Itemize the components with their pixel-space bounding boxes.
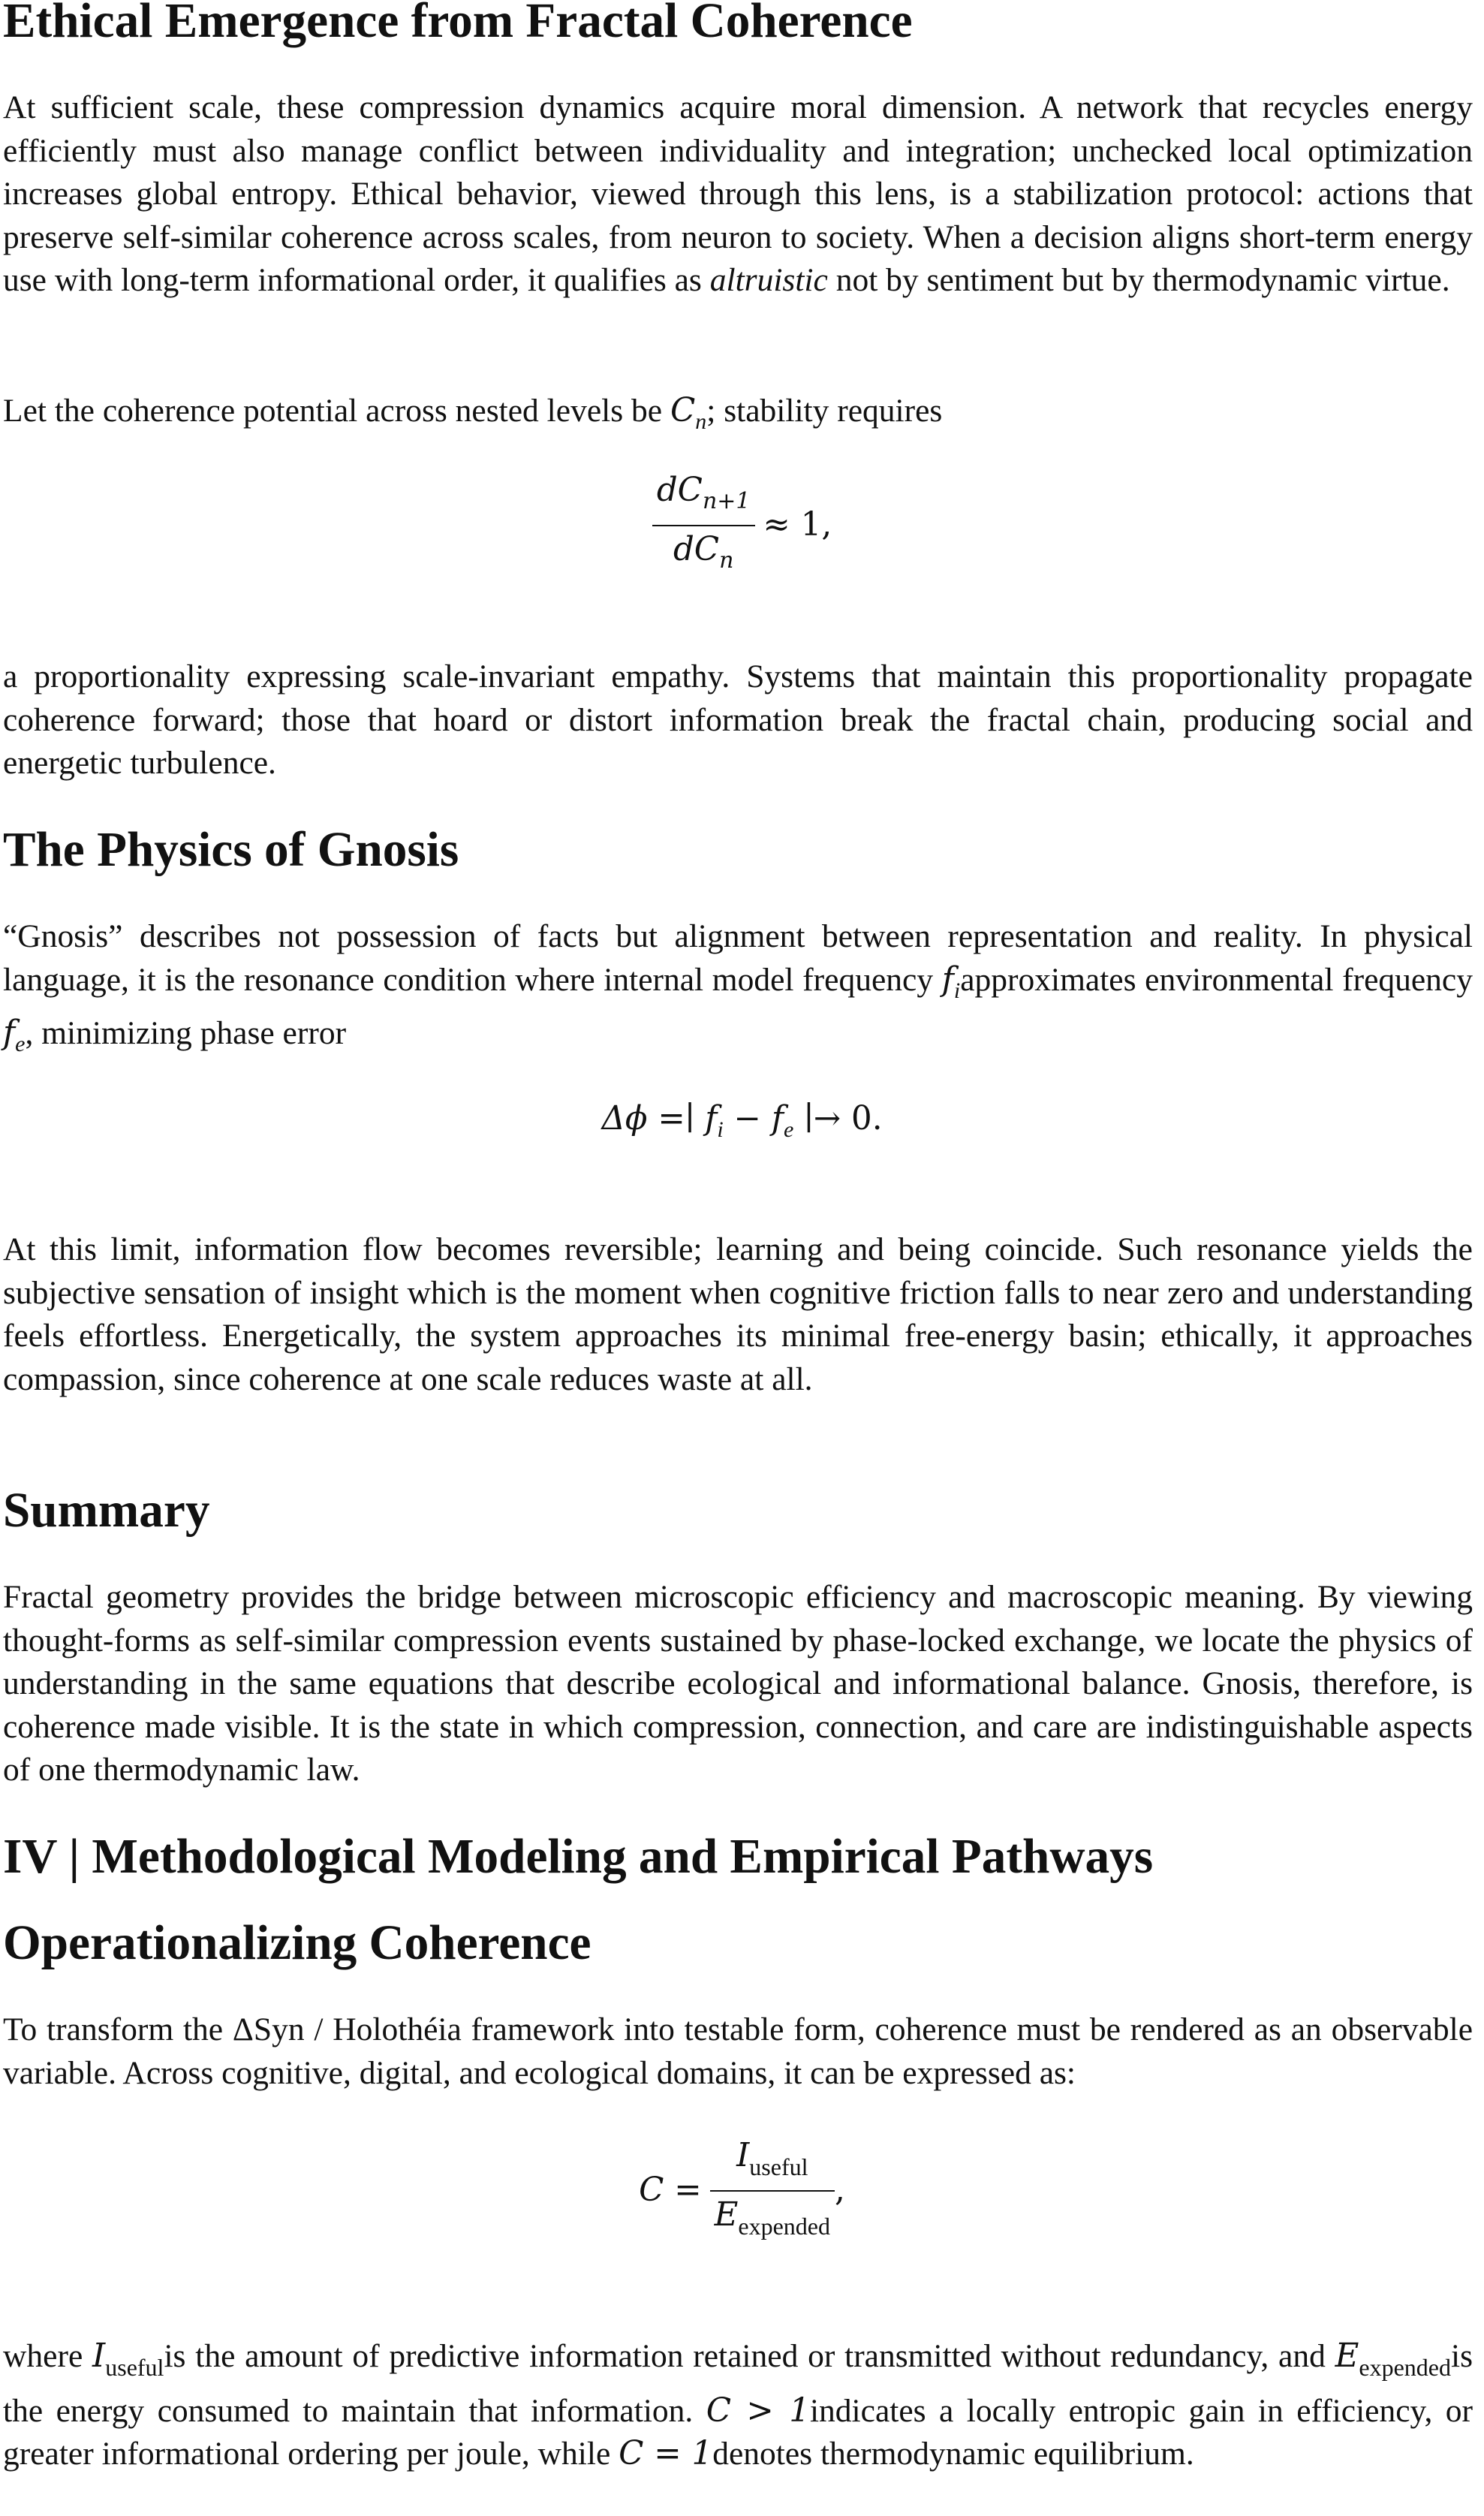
heading-ethical-emergence: Ethical Emergence from Fractal Coherence (3, 0, 913, 48)
text-run: is the energy consumed to maintain that information. (3, 2338, 1473, 2429)
paragraph-resonance-limit: At this limit, information flow becomes reversible; learning and being coincide. Such resonance yields the subjective sensation of insight which is the moment when cognitive friction falls to near zero and understanding feels effortless. Energetically, the system approaches its minimal free-energy basin; ethically, it approaches compassion, since coherence at one scale reduces waste at all. (3, 1231, 1473, 1397)
subscript-n: n (695, 409, 707, 434)
text-run: At sufficient scale, these compression dynamics acquire moral dimension. A network that recycles energy efficiently must also manage conflict between individuality and integration; unchecked local optimization increases global entropy. Ethical behavior, viewed through this lens, is a stabilization protocol: actions that preserve self-similar coherence across scales, from neuron to society. When a decision aligns short-term energy use with long-term informational order, it qualifies as (3, 89, 1473, 298)
text-run: ; stability requires (706, 393, 943, 429)
equation-scale-ratio (0, 467, 1484, 584)
paragraph-coherence-potential (3, 390, 1473, 444)
var-E: E (1335, 2337, 1359, 2375)
var-I: I (92, 2337, 106, 2375)
text-run: is the amount of predictive information retained or transmitted without redundancy, and (164, 2338, 1335, 2374)
heading-operationalizing-coherence: Operationalizing Coherence (3, 1916, 591, 1970)
paragraph-variable-definitions (3, 2335, 1473, 2476)
equation-part: ∣→ 0. (793, 1100, 883, 1137)
text-run: “Gnosis” describes not possession of facts but alignment between representation and reality. In physical language, it is the resonance condition where internal model frequency (3, 918, 1473, 998)
fraction-numerator: $dC_{n+1}$ (652, 467, 755, 526)
heading-physics-of-gnosis: The Physics of Gnosis (3, 823, 459, 877)
text-run: indicates a locally entropic gain in efficiency, or greater informational ordering per joule, while (3, 2392, 1473, 2472)
fraction-useful-expended (710, 2132, 835, 2249)
paragraph-gnosis-definition (3, 915, 1473, 1066)
equation-coherence-ratio (0, 2132, 1484, 2249)
equation-part: − f (723, 1100, 784, 1137)
text-run: Let the coherence potential across nested levels be (3, 393, 670, 429)
fraction-numerator: $I_{useful}$ (710, 2132, 835, 2192)
text-run: , minimizing phase error (25, 1015, 347, 1051)
condition-c-equals-1: C = 1 (619, 2435, 713, 2472)
heading-section-iv: IV | Methodological Modeling and Empirical Pathways (3, 1830, 1154, 1884)
text-run: approximates environmental frequency (960, 961, 1473, 998)
equation-tail: ≈ 1, (763, 506, 832, 544)
condition-c-greater-1: C > 1 (706, 2391, 810, 2430)
var-f: f (3, 1014, 16, 1052)
fraction-dC (652, 467, 755, 584)
heading-summary: Summary (3, 1484, 210, 1538)
subscript-useful: useful (105, 2354, 164, 2381)
var-f: f (941, 960, 954, 999)
text-run: denotes thermodynamic equilibrium. (712, 2436, 1194, 2472)
subscript-i: i (953, 978, 961, 1003)
text-run: not by sentiment but by thermodynamic virtue. (827, 262, 1450, 298)
equation-part: Δϕ =∣ f (601, 1100, 718, 1137)
fraction-denominator: $E_{expended}$ (714, 2196, 830, 2240)
subscript-expended: expended (1359, 2354, 1451, 2381)
subscript-i: i (717, 1117, 724, 1142)
paragraph-scale-invariant-empathy: a proportionality expressing scale-invariant empathy. Systems that maintain this proportionality propagate coherence forward; those that hoard or distort information break the fractal chain, producing social and energetic turbulence. (3, 658, 1473, 781)
equation-tail: , (834, 2171, 845, 2210)
paragraph-testable-form: To transform the ΔSyn / Holothéia framework into testable form, coherence must be rendered as an observable variable. Across cognitive, digital, and ecological domains, it can be expressed as: (3, 2011, 1473, 2091)
var-C: C (670, 392, 696, 429)
equation-lhs: C = (639, 2171, 702, 2210)
emphasis-altruistic: altruistic (709, 262, 828, 298)
paragraph-summary: Fractal geometry provides the bridge between microscopic efficiency and macroscopic meaning. By viewing thought-forms as self-similar compression events sustained by phase-locked exchange, we locate the physics of understanding in the same equations that describe ecological and informational balance. Gnosis, therefore, is coherence made visible. It is the state in which compression, connection, and care are indistinguishable aspects of one thermodynamic law. (3, 1579, 1473, 1788)
subscript-e: e (15, 1032, 26, 1056)
text-run: where (3, 2338, 93, 2374)
paragraph-ethical-intro (3, 86, 1473, 303)
subscript-e: e (783, 1117, 794, 1142)
fraction-denominator: $dC_n$ (673, 531, 734, 574)
equation-phase-error (0, 1098, 1484, 1152)
